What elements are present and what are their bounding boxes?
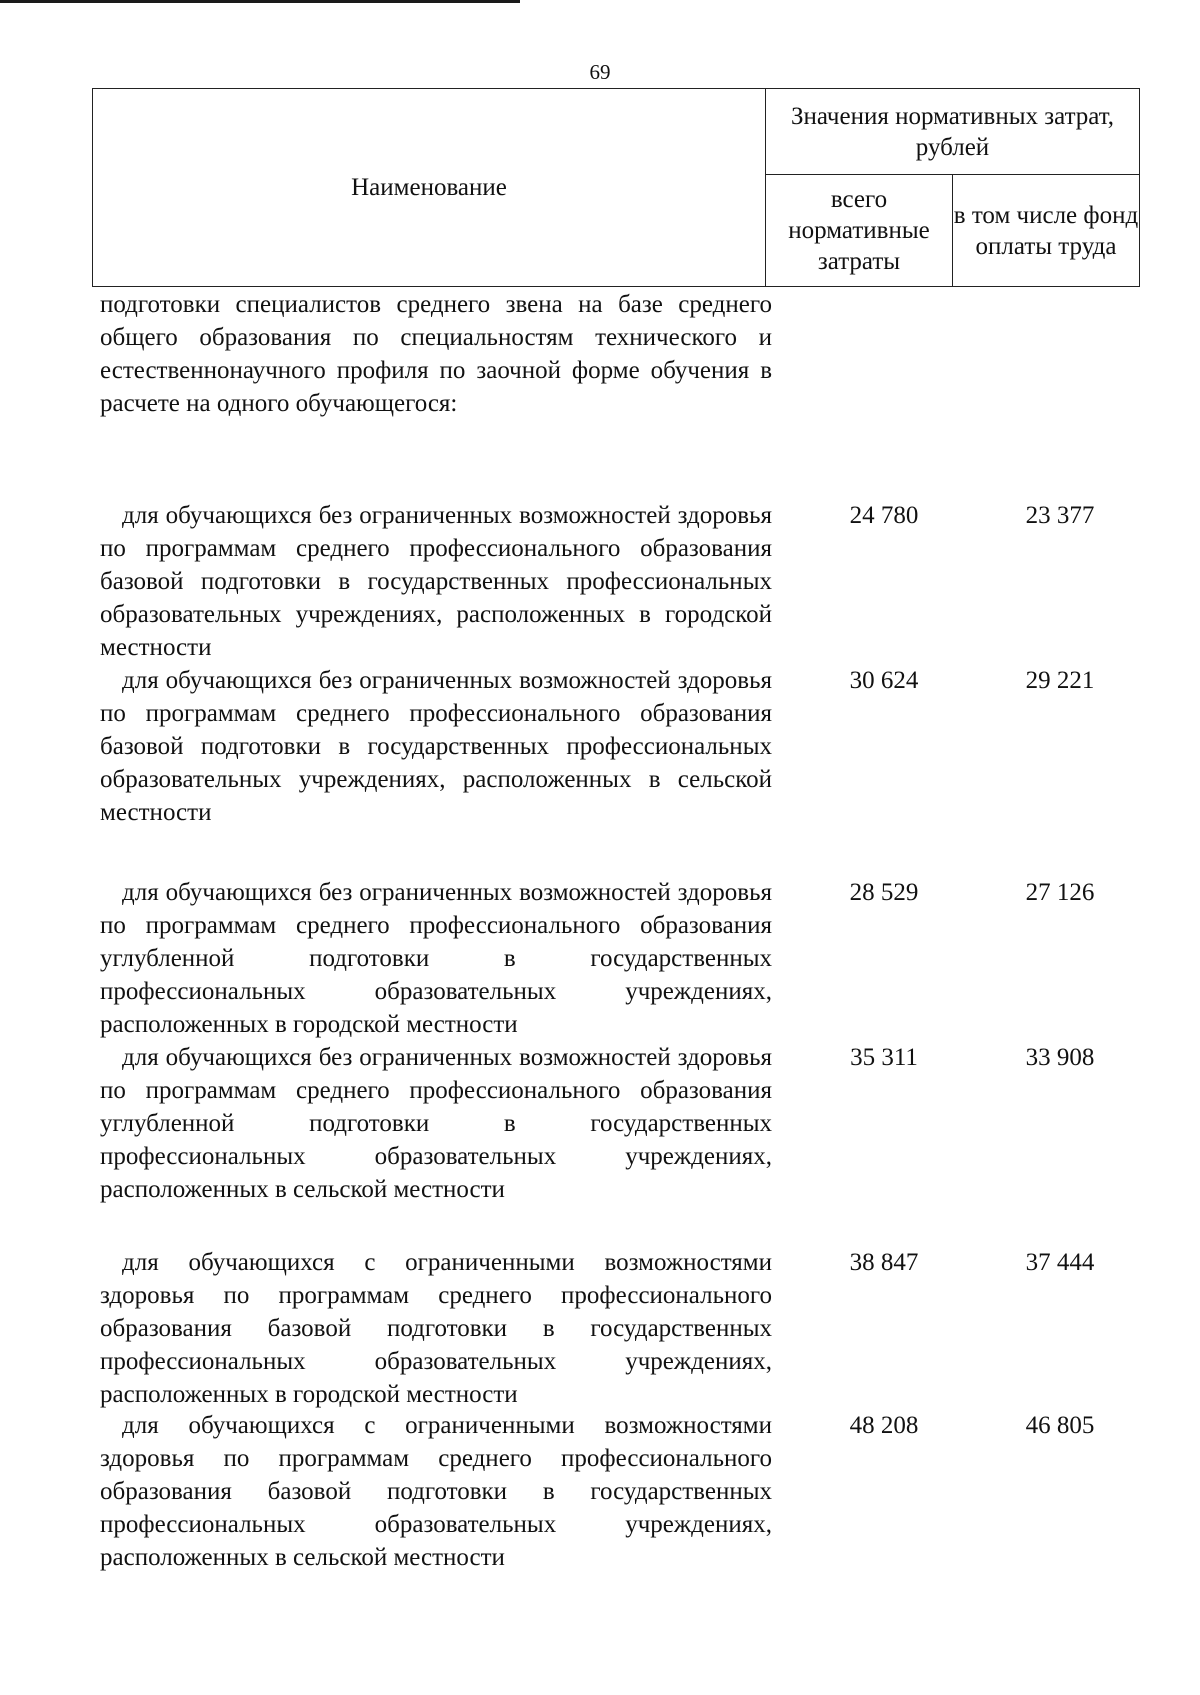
row-description: для обучающихся с ограниченными возможностями здоровья по программам среднего профессионального образования базовой подготовки в государственных профессиональных образовательных учреждениях, расположенных в городской местности: [100, 1249, 772, 1408]
row-total-value: 38 847: [849, 1249, 919, 1276]
row-description: для обучающихся без ограниченных возможностей здоровья по программам среднего профессионального образования углубленной подготовки в государственных профессиональных образовательных учреждениях, расположенных в городской местности: [100, 879, 772, 1038]
row-description: для обучающихся с ограниченными возможностями здоровья по программам среднего профессионального образования базовой подготовки в государственных профессиональных образовательных учреждениях, расположенных в сельской местности: [100, 1412, 772, 1571]
row-total-value: 30 624: [849, 667, 919, 694]
row-total-value: 48 208: [849, 1412, 919, 1439]
row-wage-fund-value: 23 377: [1025, 502, 1095, 529]
row-total-value: 35 311: [850, 1044, 918, 1071]
table-row: [100, 1409, 1140, 1574]
table-row: [100, 499, 1140, 664]
row-wage-fund-value: 27 126: [1025, 879, 1095, 906]
row-total-value: 28 529: [849, 879, 919, 906]
row-wage-fund-value: 46 805: [1025, 1412, 1095, 1439]
row-total-value: 24 780: [849, 502, 919, 529]
row-description: для обучающихся без ограниченных возможностей здоровья по программам среднего профессионального образования базовой подготовки в государственных профессиональных образовательных учреждениях, расположенных в городской местности: [100, 502, 772, 661]
row-description: для обучающихся без ограниченных возможностей здоровья по программам среднего профессионального образования базовой подготовки в государственных профессиональных образовательных учреждениях, расположенных в сельской местности: [100, 667, 772, 826]
scan-edge-line: [0, 0, 520, 3]
table-row: [100, 1246, 1140, 1411]
table-row: [100, 1041, 1140, 1206]
row-wage-fund-value: 37 444: [1025, 1249, 1095, 1276]
header-wage-fund-column: в том числе фонд оплаты труда: [953, 175, 1140, 287]
header-name-column: Наименование: [93, 89, 766, 287]
section-intro: подготовки специалистов среднего звена на базе среднего общего образования по специальностям технического и естественнонаучного профиля по заочной форме обучения в расчете на одного обучающегося:: [100, 291, 772, 417]
table-body: [100, 288, 1140, 1571]
page-number: 69: [589, 60, 611, 84]
header-values-group: Значения нормативных затрат, рублей: [766, 89, 1140, 175]
row-wage-fund-value: 29 221: [1025, 667, 1095, 694]
row-wage-fund-value: 33 908: [1025, 1044, 1095, 1071]
table-row: [100, 664, 1140, 829]
table-header: [92, 88, 1140, 287]
header-total-column: всего нормативные затраты: [766, 175, 953, 287]
row-description: для обучающихся без ограниченных возможностей здоровья по программам среднего профессионального образования углубленной подготовки в государственных профессиональных образовательных учреждениях, расположенных в сельской местности: [100, 1044, 772, 1203]
table-row: [100, 876, 1140, 1041]
